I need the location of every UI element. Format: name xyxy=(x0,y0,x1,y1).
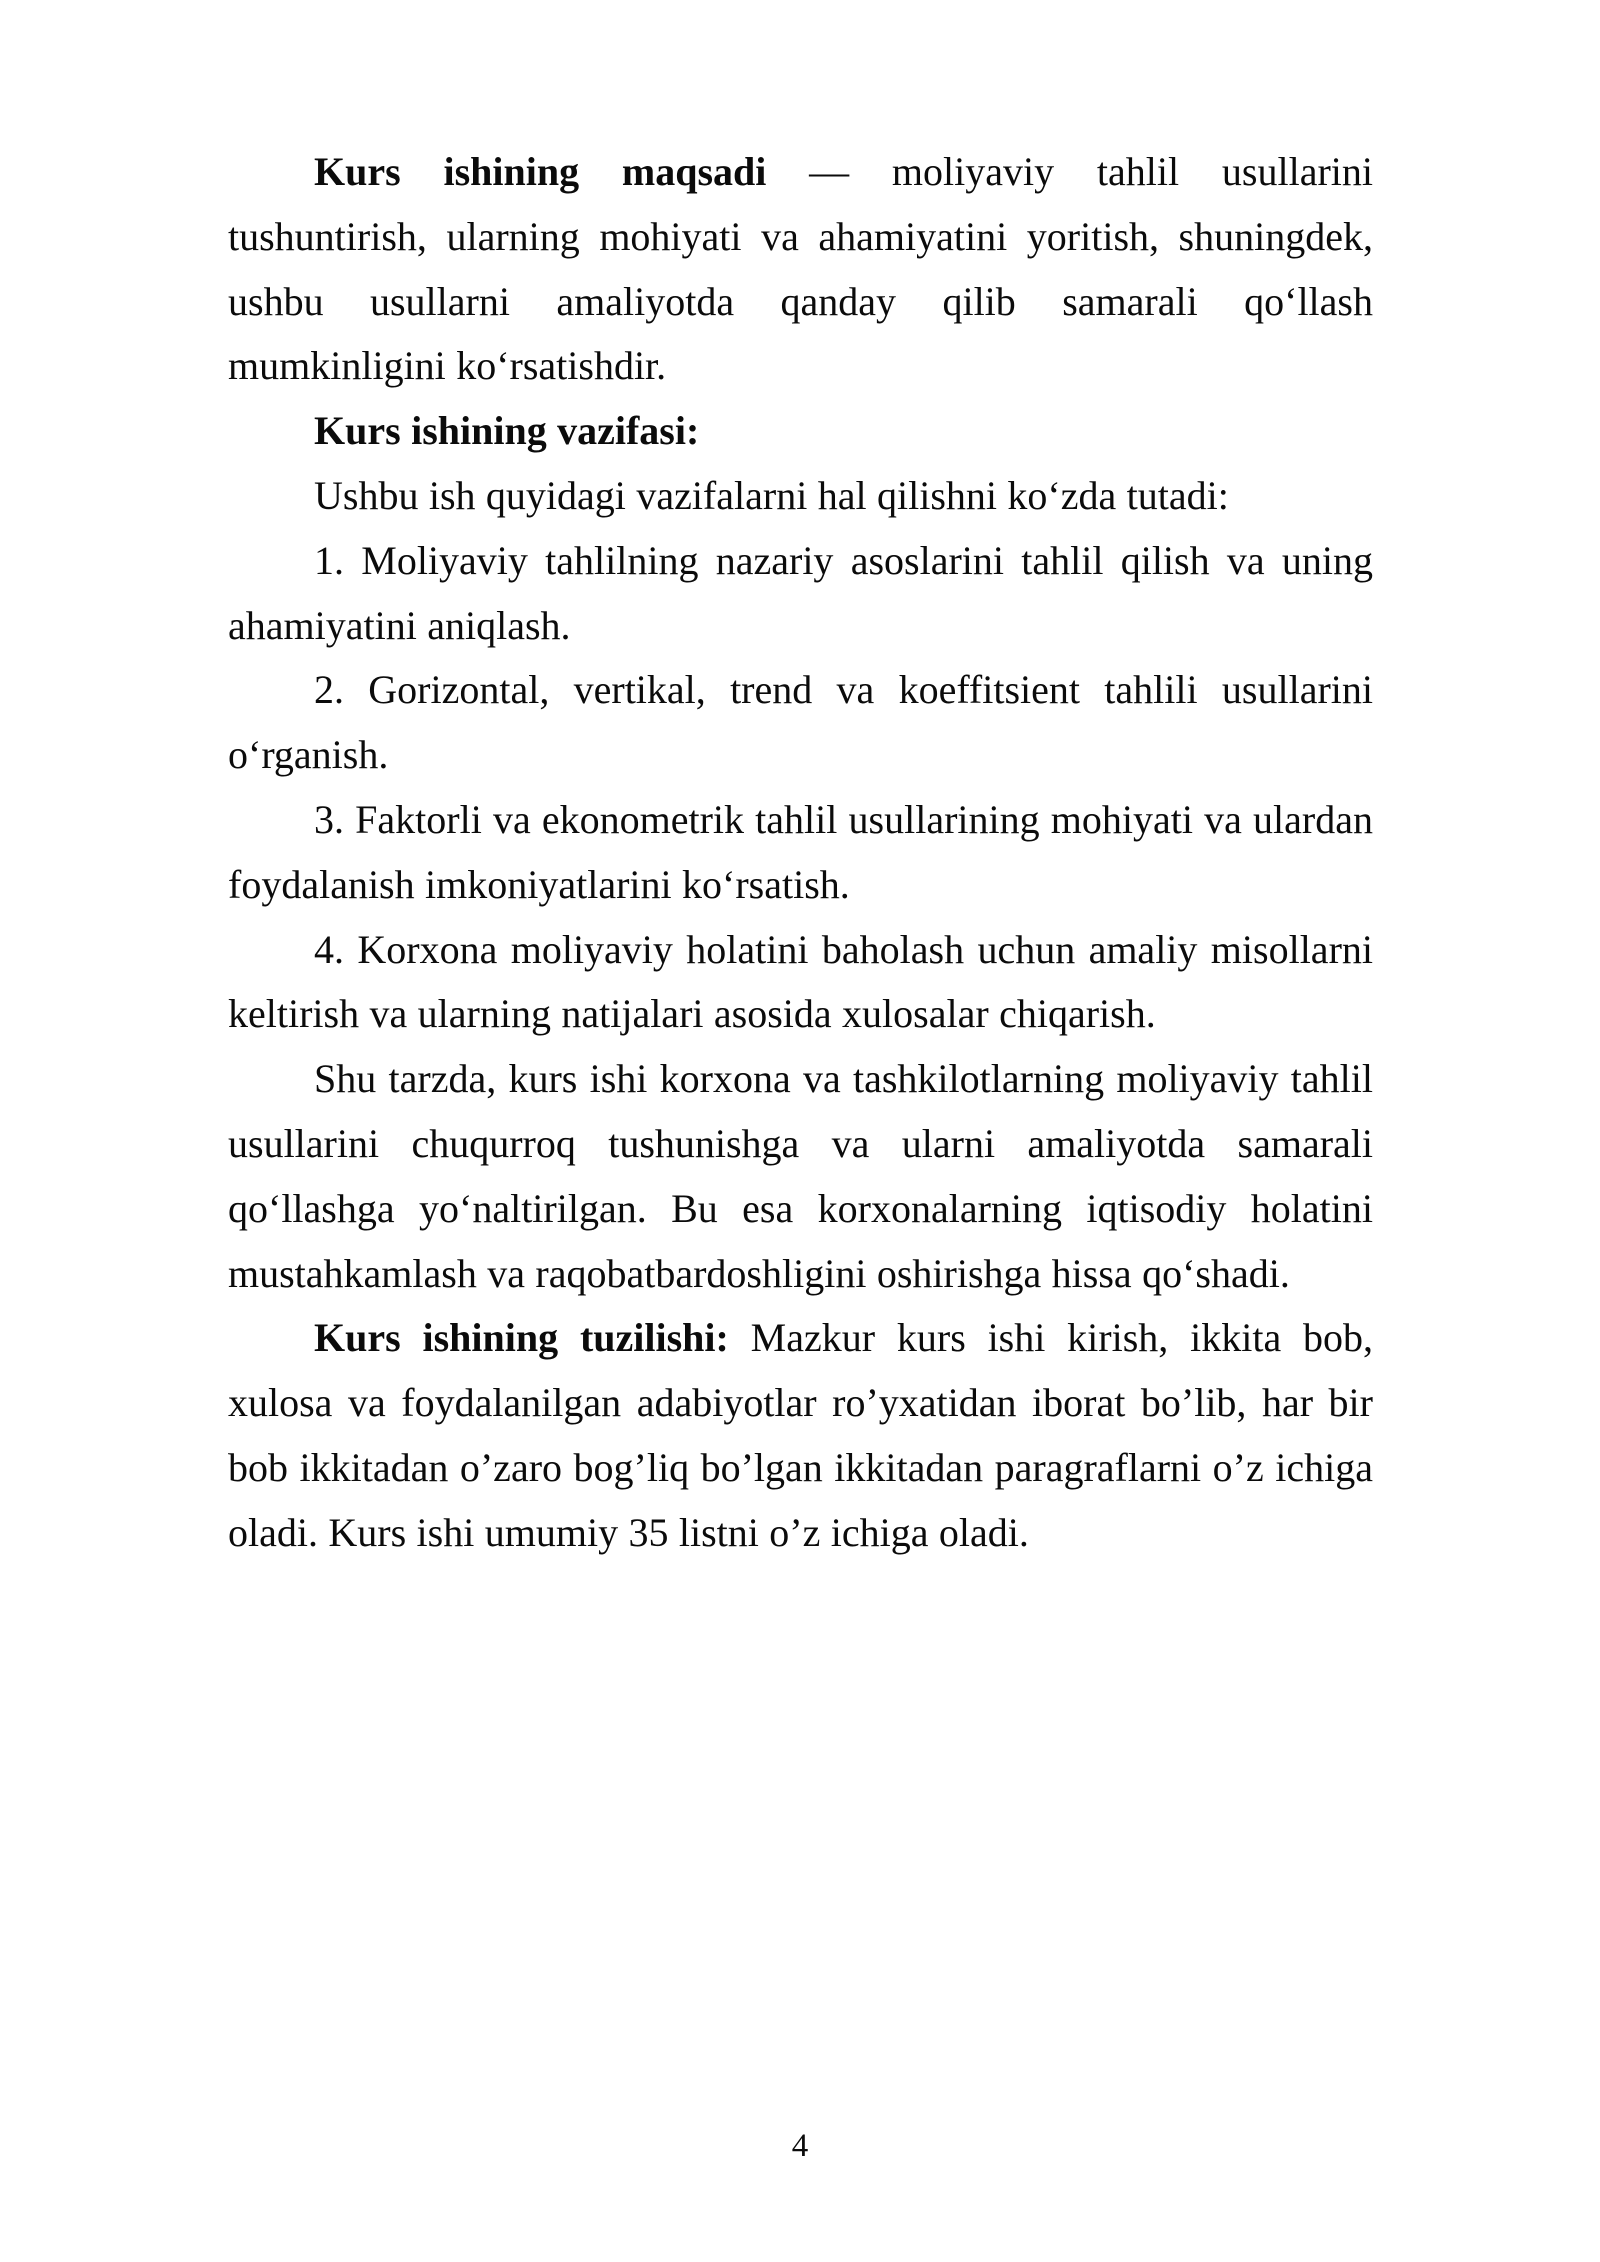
paragraph-shu-tarzda-text: Shu tarzda, kurs ishi korxona va tashkilotlarning moliyaviy tahlil usullarini chuqurroq tushunishga va ularni amaliyotda samarali qo‘llashga yo‘naltirilgan. Bu esa korxonalarning iqtisodiy holatini mustahkamlash va raqobatbardoshligini oshirishga hissa qo‘shadi. xyxy=(228,1056,1373,1296)
list-item-2 xyxy=(228,658,1373,788)
paragraph-vazifa-intro xyxy=(228,464,1373,529)
list-item-1 xyxy=(228,529,1373,659)
paragraph-maqsad xyxy=(228,140,1373,399)
paragraph-vazifa-intro-text: Ushbu ish quyidagi vazifalarni hal qilishni ko‘zda tutadi: xyxy=(314,472,1229,518)
paragraph-tuzilishi xyxy=(228,1306,1373,1565)
list-item-4 xyxy=(228,918,1373,1048)
paragraph-tuzilishi-text: Mazkur kurs ishi kirish, ikkita bob, xulosa va foydalanilgan adabiyotlar ro’yxatidan iborat bo’lib, har bir bob ikkitadan o’zaro bog’liq bo’lgan ikkitadan paragraflarni o’z ichiga oladi. Kurs ishi umumiy 35 listni o’z ichiga oladi. xyxy=(228,1315,1374,1555)
paragraph-maqsad-text: — moliyaviy tahlil usullarini tushuntirish, ularning mohiyati va ahamiyatini yoritish, shuningdek, ushbu usullarni amaliyotda qanday qilib samarali qo‘llash mumkinligini ko‘rsatishdir. xyxy=(228,149,1373,389)
list-item-3-text: 3. Faktorli va ekonometrik tahlil usullarining mohiyati va ulardan foydalanish imkoniyatlarini ko‘rsatish. xyxy=(228,796,1373,907)
paragraph-shu-tarzda xyxy=(228,1047,1373,1306)
list-item-3 xyxy=(228,788,1373,918)
list-item-2-text: 2. Gorizontal, vertikal, trend va koeffitsient tahlili usullarini o‘rganish. xyxy=(228,667,1373,778)
list-item-1-text: 1. Moliyaviy tahlilning nazariy asoslarini tahlil qilish va uning ahamiyatini aniqlash. xyxy=(228,537,1373,648)
paragraph-vazifa-heading xyxy=(228,399,1373,464)
page-number: 4 xyxy=(791,2128,809,2164)
list-item-4-text: 4. Korxona moliyaviy holatini baholash uchun amaliy misollarni keltirish va ularning natijalari asosida xulosalar chiqarish. xyxy=(228,926,1373,1037)
page-content xyxy=(228,140,1373,1566)
paragraph-vazifa-heading-bold-lead: Kurs ishining vazifasi: xyxy=(314,408,700,454)
paragraph-maqsad-bold-lead: Kurs ishining maqsadi xyxy=(314,149,767,194)
paragraph-tuzilishi-bold-lead: Kurs ishining tuzilishi: xyxy=(314,1315,729,1361)
